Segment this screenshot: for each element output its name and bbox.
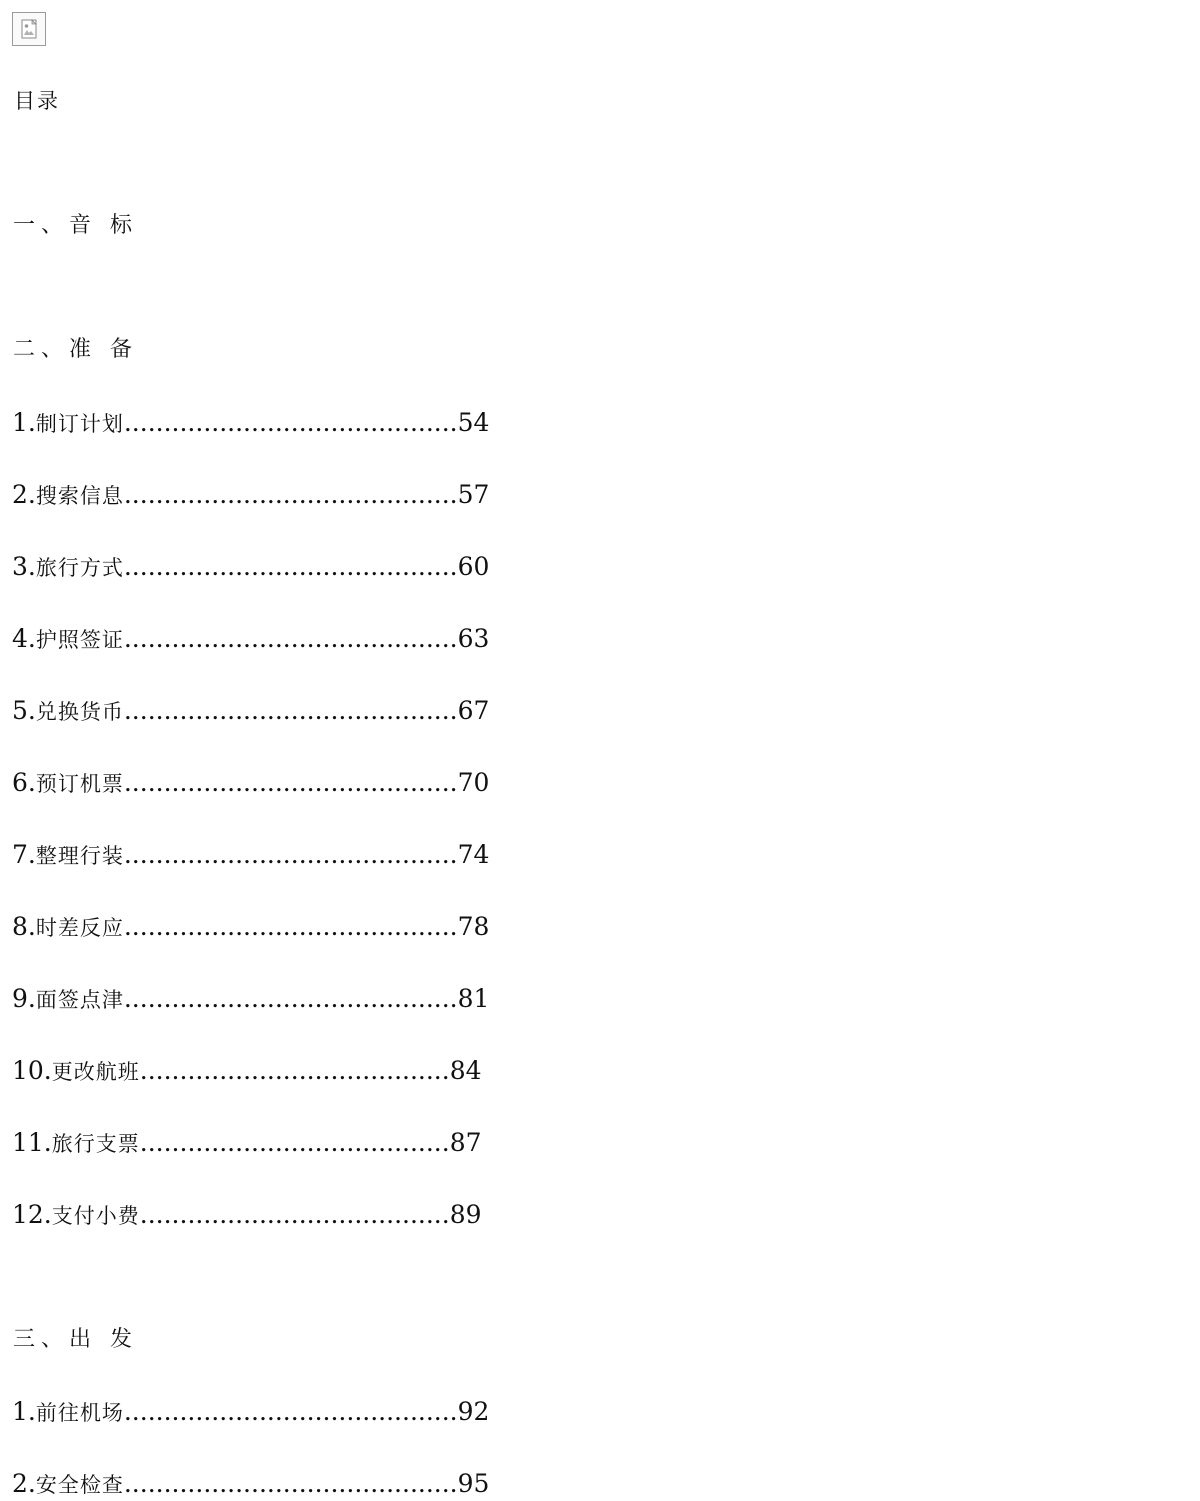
entry-page: 92: [457, 1397, 490, 1426]
entry-page: 54: [457, 408, 490, 437]
entry-page: 81: [457, 984, 490, 1013]
entry-number: 5.: [12, 696, 36, 725]
entry-page: 60: [457, 552, 490, 581]
section-heading: 三、出 发: [13, 1327, 138, 1352]
entry-page: 57: [457, 480, 490, 509]
entry-page: 89: [449, 1200, 482, 1229]
dot-leader: .......................................: [139, 1128, 450, 1157]
toc-entry[interactable]: [12, 1199, 482, 1232]
toc-entry[interactable]: [12, 1055, 482, 1088]
toc-entry[interactable]: [12, 1468, 489, 1501]
dot-leader: ..........................................: [123, 408, 458, 437]
toc-entry[interactable]: [12, 983, 489, 1016]
entry-number: 6.: [12, 768, 36, 797]
entry-title: 整理行装: [35, 844, 124, 868]
entry-title: 兑换货币: [35, 700, 124, 724]
entry-number: 3.: [12, 552, 36, 581]
entry-title: 旅行方式: [35, 556, 124, 580]
dot-leader: ..........................................: [123, 912, 458, 941]
entry-number: 11.: [12, 1128, 52, 1157]
dot-leader: .......................................: [139, 1200, 450, 1229]
entry-number: 7.: [12, 840, 36, 869]
section-heading: 二、准 备: [13, 337, 138, 362]
entry-title: 时差反应: [35, 916, 124, 940]
dot-leader: ..........................................: [123, 1397, 458, 1426]
entry-title: 搜索信息: [35, 484, 124, 508]
entry-page: 63: [457, 624, 490, 653]
dot-leader: ..........................................: [123, 984, 458, 1013]
entry-number: 9.: [12, 984, 36, 1013]
broken-image-icon: [12, 12, 46, 46]
toc-entry[interactable]: [12, 767, 489, 800]
dot-leader: .......................................: [139, 1056, 450, 1085]
toc-entry[interactable]: [12, 407, 489, 440]
entry-title: 安全检查: [35, 1473, 124, 1497]
entry-title: 支付小费: [51, 1204, 140, 1228]
toc-entry[interactable]: [12, 1396, 489, 1429]
entry-page: 78: [457, 912, 490, 941]
dot-leader: ..........................................: [123, 1469, 458, 1498]
dot-leader: ..........................................: [123, 624, 458, 653]
entry-number: 10.: [12, 1056, 52, 1085]
dot-leader: ..........................................: [123, 480, 458, 509]
entry-page: 87: [449, 1128, 482, 1157]
entry-title: 护照签证: [35, 628, 124, 652]
dot-leader: ..........................................: [123, 768, 458, 797]
entry-title: 前往机场: [35, 1401, 124, 1425]
entry-title: 更改航班: [51, 1060, 140, 1084]
dot-leader: ..........................................: [123, 552, 458, 581]
entry-page: 95: [457, 1469, 490, 1498]
entry-number: 12.: [12, 1200, 52, 1229]
entry-number: 4.: [12, 624, 36, 653]
entry-title: 面签点津: [35, 988, 124, 1012]
entry-number: 1.: [12, 408, 36, 437]
entry-page: 70: [457, 768, 490, 797]
entry-title: 制订计划: [35, 412, 124, 436]
toc-entry[interactable]: [12, 695, 489, 728]
toc-title: 目录: [14, 89, 60, 113]
section-heading: 一、音 标: [13, 213, 138, 238]
toc-entry[interactable]: [12, 911, 489, 944]
toc-entry[interactable]: [12, 839, 489, 872]
toc-entry[interactable]: [12, 623, 489, 656]
entry-number: 2.: [12, 1469, 36, 1498]
entry-title: 旅行支票: [51, 1132, 140, 1156]
entry-page: 74: [457, 840, 490, 869]
entry-number: 1.: [12, 1397, 36, 1426]
entry-title: 预订机票: [35, 772, 124, 796]
dot-leader: ..........................................: [123, 840, 458, 869]
toc-entry[interactable]: [12, 479, 489, 512]
entry-page: 67: [457, 696, 490, 725]
entry-number: 8.: [12, 912, 36, 941]
toc-entry[interactable]: [12, 551, 489, 584]
toc-entry[interactable]: [12, 1127, 482, 1160]
dot-leader: ..........................................: [123, 696, 458, 725]
entry-number: 2.: [12, 480, 36, 509]
entry-page: 84: [449, 1056, 482, 1085]
